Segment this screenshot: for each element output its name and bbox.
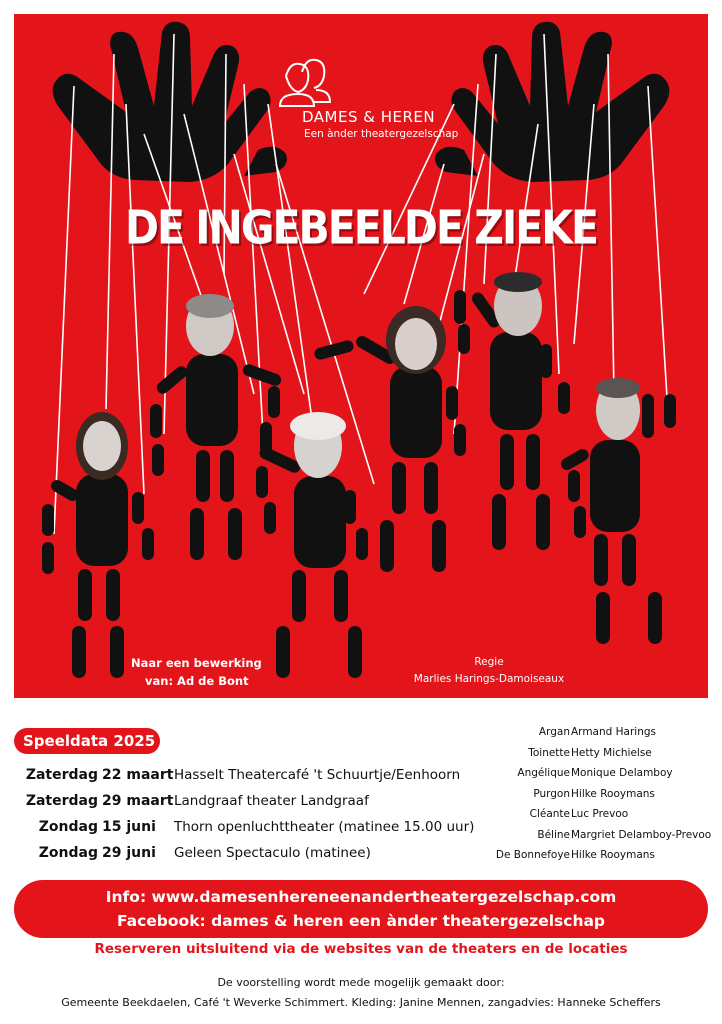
cast-row [486,784,716,805]
cast-row [486,763,716,784]
schedule-list [14,762,494,866]
facebook-link[interactable]: Facebook: dames & heren een ànder theatergezelschap [116,912,606,930]
schedule-day: Zondag [38,819,98,835]
left-hand-icon [53,22,287,182]
direction-credit [408,654,570,688]
show-title: DE INGEBEELDE ZIEKE [124,201,598,255]
cast-role: Angélique [517,767,570,779]
schedule-date: 15 juni [102,819,156,835]
schedule-place: Thorn openluchttheater (matinee 15.00 uur) [174,819,475,835]
brand-tagline: Een ànder theatergezelschap [304,128,459,140]
sponsor-intro: De voorstelling wordt mede mogelijk gemaakt door: [217,976,505,989]
cast-role: Cléante [529,808,570,820]
brand-name: DAMES & HEREN [302,108,436,126]
director-name: Marlies Harings-Damoiseaux [413,673,565,685]
adaptation-credit [131,654,262,690]
cast-row [486,804,716,825]
info-banner [14,880,708,938]
schedule-date: 29 maart [102,793,174,809]
cast-actor: Hilke Rooymans [571,849,655,861]
schedule-day: Zaterdag [25,793,98,809]
schedule-day: Zaterdag [25,767,98,783]
cast-list [486,722,716,866]
schedule-row [14,840,494,866]
adaptation-line-2: van: Ad de Bont [145,674,249,688]
cast-actor: Hetty Michielse [571,746,652,759]
schedule-date: 22 maart [102,767,174,783]
cast-row [486,845,716,866]
schedule-place: Hasselt Theatercafé 't Schuurtje/Eenhoorn [174,767,461,783]
schedule-day: Zondag [38,845,98,861]
theater-masks-icon [280,60,330,106]
cast-row [486,722,716,743]
schedule-row [14,762,494,788]
puppet-2 [150,294,283,560]
schedule-place: Landgraaf theater Landgraaf [174,793,369,809]
schedule-row [14,788,494,814]
cast-actor: Margriet Delamboy-Prevoo [571,828,712,841]
cast-role: De Bonnefoye [495,849,570,861]
cast-role: Toinette [528,746,570,759]
schedule-place: Geleen Spectaculo (matinee) [174,845,371,861]
poster-artwork [14,14,708,698]
sponsor-list: Gemeente Beekdaelen, Café 't Weverke Schimmert. Kleding: Janine Mennen, zangadvies: Hanneke Scheffers [61,996,661,1009]
schedule-row [14,814,494,840]
puppet-1 [42,412,154,678]
cast-role: Argan [538,726,570,738]
cast-role: Béline [537,828,570,841]
cast-actor: Luc Prevoo [571,808,629,820]
reservation-note: Reserveren uitsluitend via de websites van de theaters en de locaties [94,941,628,957]
schedule-date: 29 juni [102,845,156,861]
cast-actor: Armand Harings [571,726,656,738]
cast-row [486,743,716,764]
puppet-3 [256,412,368,678]
puppet-6 [559,378,676,644]
website-link[interactable]: Info: www.damesenhereneenandertheatergezelschap.com [105,888,617,906]
puppet-5 [454,272,570,550]
direction-label: Regie [474,656,504,668]
cast-role: Purgon [533,787,570,800]
cast-row [486,825,716,846]
cast-actor: Monique Delamboy [571,767,673,779]
right-hand-icon [435,22,669,182]
adaptation-line-1: Naar een bewerking [131,656,262,670]
schedule-heading: Speeldata 2025 [14,728,160,754]
cast-actor: Hilke Rooymans [571,787,655,800]
